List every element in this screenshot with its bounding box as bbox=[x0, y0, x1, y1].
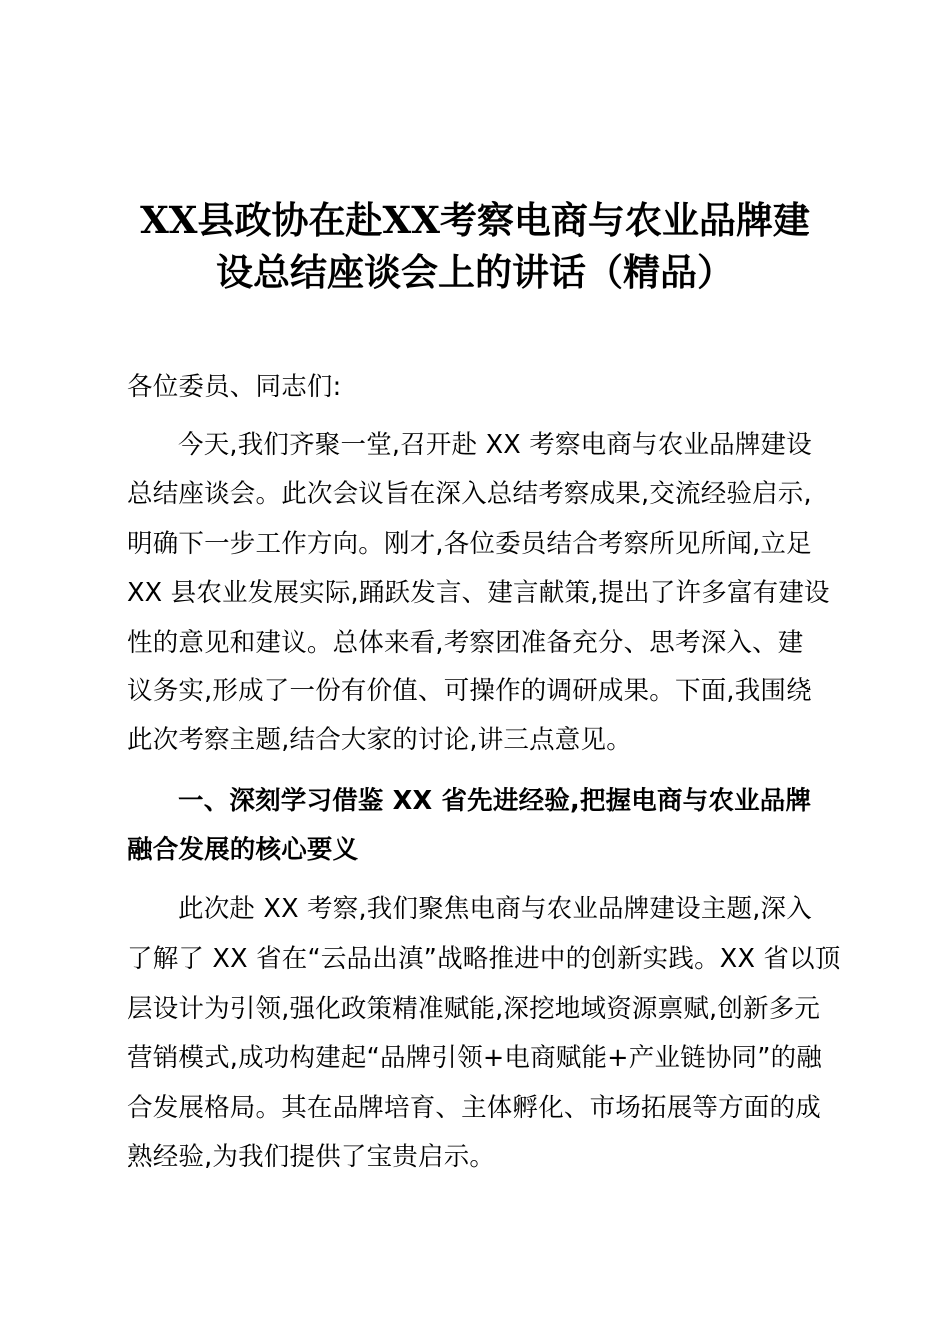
document-title-line-1: XX县政协在赴XX考察电商与农业品牌建 bbox=[140, 198, 810, 242]
paragraph-1-line: 今天,我们齐聚一堂,召开赴 XX 考察电商与农业品牌建设 bbox=[178, 430, 812, 460]
salutation: 各位委员、同志们: bbox=[127, 372, 342, 402]
paragraph-1-line: 明确下一步工作方向。刚才,各位委员结合考察所见所闻,立足 bbox=[127, 529, 812, 559]
paragraph-2-line: 营销模式,成功构建起“品牌引领+电商赋能+产业链协同”的融 bbox=[127, 1043, 823, 1073]
paragraph-1-line: 此次考察主题,结合大家的讨论,讲三点意见。 bbox=[127, 725, 632, 755]
paragraph-1-line: XX 县农业发展实际,踊跃发言、建言献策,提出了许多富有建设 bbox=[127, 578, 830, 608]
paragraph-1-line: 性的意见和建议。总体来看,考察团准备充分、思考深入、建 bbox=[127, 628, 804, 658]
paragraph-1-line: 总结座谈会。此次会议旨在深入总结考察成果,交流经验启示, bbox=[127, 479, 812, 509]
paragraph-1-line: 议务实,形成了一份有价值、可操作的调研成果。下面,我围绕 bbox=[127, 676, 812, 706]
section-heading-line: 融合发展的核心要义 bbox=[127, 835, 359, 865]
paragraph-2-line: 了解了 XX 省在“云品出滇”战略推进中的创新实践。XX 省以顶 bbox=[127, 944, 841, 974]
paragraph-2-line: 层设计为引领,强化政策精准赋能,深挖地域资源禀赋,创新多元 bbox=[127, 994, 821, 1024]
paragraph-2-line: 此次赴 XX 考察,我们聚焦电商与农业品牌建设主题,深入 bbox=[178, 894, 812, 924]
document-title-line-2: 设总结座谈会上的讲话（精品） bbox=[216, 250, 734, 294]
section-heading-line: 一、深刻学习借鉴 XX 省先进经验,把握电商与农业品牌 bbox=[178, 786, 812, 816]
paragraph-2-line: 熟经验,为我们提供了宝贵启示。 bbox=[127, 1142, 496, 1172]
paragraph-2-line: 合发展格局。其在品牌培育、主体孵化、市场拓展等方面的成 bbox=[127, 1093, 821, 1123]
